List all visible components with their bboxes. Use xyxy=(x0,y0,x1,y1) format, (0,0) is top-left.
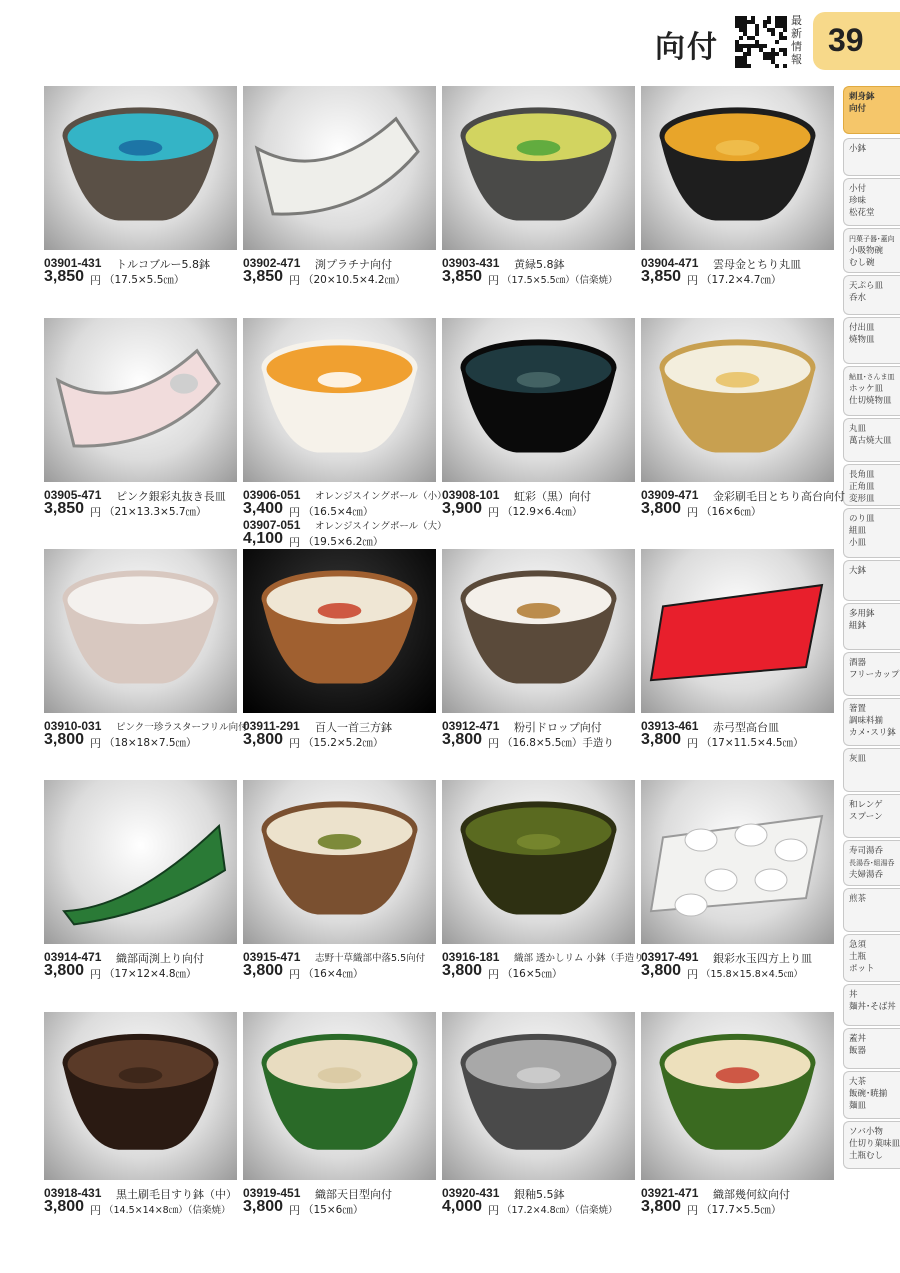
product-code: 03916-181 xyxy=(442,950,500,964)
side-index-label: 丼 xyxy=(849,990,858,1000)
product-photo xyxy=(641,549,834,713)
side-index-label: 組皿 xyxy=(849,526,867,536)
product-size: （17×12×4.8㎝） xyxy=(104,968,197,980)
side-index-label: 小皿 xyxy=(849,538,867,548)
side-index-tab[interactable] xyxy=(843,508,900,558)
product-photo xyxy=(442,86,635,250)
silver-glaze-bowl-icon[interactable] xyxy=(442,1012,635,1180)
side-index-tab[interactable] xyxy=(843,178,900,226)
product-name: 金彩刷毛目とちり高台向付 xyxy=(713,490,845,503)
product-photo xyxy=(641,1012,834,1180)
side-index-label: 向付 xyxy=(849,104,867,114)
side-index-label: 麺皿 xyxy=(849,1101,867,1111)
side-index-label: むし碗 xyxy=(849,258,875,268)
side-index-label: ホッケ皿 xyxy=(849,384,884,394)
latest-info-label xyxy=(791,14,807,66)
product-price: 3,800 xyxy=(641,1198,682,1215)
product-price: 3,800 xyxy=(44,1198,85,1215)
product-code: 03912-471 xyxy=(442,719,500,733)
product-size: （17.5×5.5㎝）（信楽焼） xyxy=(502,275,618,286)
side-index-label: 円菓子器･蓋向 xyxy=(849,235,895,243)
side-index-tab[interactable] xyxy=(843,603,900,650)
product-photo xyxy=(243,780,436,944)
side-index-label: 夫婦湯呑 xyxy=(849,870,884,880)
side-index-label: 小吸物碗 xyxy=(849,246,884,256)
product-code: 03906-051 xyxy=(243,488,301,502)
product-photo xyxy=(442,549,635,713)
product-size: （15.2×5.2㎝） xyxy=(303,737,384,749)
side-index-tab[interactable] xyxy=(843,418,900,462)
yen-unit: 円 xyxy=(289,737,300,750)
side-index-tab[interactable] xyxy=(843,86,900,134)
turquoise-bowl-icon[interactable] xyxy=(44,86,237,250)
product-name: 黒土刷毛目すり鉢（中） xyxy=(116,1188,237,1201)
product-price: 3,800 xyxy=(44,731,85,748)
product-photo xyxy=(641,318,834,482)
platinum-rim-dish-icon[interactable] xyxy=(243,86,436,250)
side-index-label: 長角皿 xyxy=(849,470,875,480)
side-index-label: 仕切焼物皿 xyxy=(849,396,892,406)
product-name: 百人一首三方鉢 xyxy=(315,721,392,734)
product-price: 3,800 xyxy=(641,962,682,979)
yen-unit: 円 xyxy=(289,274,300,287)
product-price: 3,800 xyxy=(243,1198,284,1215)
side-index-tab[interactable] xyxy=(843,984,900,1026)
product-code: 03914-471 xyxy=(44,950,102,964)
side-index-label: 小鉢 xyxy=(849,144,867,154)
product-code: 03907-051 xyxy=(243,518,301,532)
latest-info-char: 新 xyxy=(791,27,802,40)
oribe-geometric-bowl-icon[interactable] xyxy=(641,1012,834,1180)
side-index-label: 飯碗･暁揃 xyxy=(849,1089,888,1099)
side-index-label: 萬古焼大皿 xyxy=(849,436,892,446)
product-size: （12.9×6.4㎝） xyxy=(502,506,583,518)
product-code: 03903-431 xyxy=(442,256,500,270)
side-index-tab[interactable] xyxy=(843,1028,900,1069)
side-index-label: 呑水 xyxy=(849,293,867,303)
product-price: 3,800 xyxy=(243,962,284,979)
product-name: ピンク一珍ラスターフリル向付 xyxy=(116,722,248,733)
product-name: 織部両渕上り向付 xyxy=(116,952,204,965)
yen-unit: 円 xyxy=(488,1204,499,1217)
red-bow-footed-plate-icon[interactable] xyxy=(641,549,834,713)
product-price: 3,800 xyxy=(641,731,682,748)
yellow-green-bowl-icon[interactable] xyxy=(442,86,635,250)
product-price: 3,800 xyxy=(442,962,483,979)
oribe-raised-edge-plate-icon[interactable] xyxy=(44,780,237,944)
shino-tokusa-oribe-bowl-icon[interactable] xyxy=(243,780,436,944)
side-index-label: ポット xyxy=(849,964,875,974)
side-index-tab[interactable] xyxy=(843,366,900,416)
side-index-label: 珍味 xyxy=(849,196,867,206)
side-index-tab[interactable] xyxy=(843,560,900,601)
side-index-label: スプーン xyxy=(849,812,883,822)
yen-unit: 円 xyxy=(687,1204,698,1217)
product-price: 3,850 xyxy=(44,268,85,285)
side-index-tab[interactable] xyxy=(843,138,900,176)
product-code: 03901-431 xyxy=(44,256,102,270)
yen-unit: 円 xyxy=(90,1204,101,1217)
product-size: （16×6㎝） xyxy=(701,506,762,518)
mica-gold-plate-icon[interactable] xyxy=(641,86,834,250)
product-photo xyxy=(641,86,834,250)
product-size: （20×10.5×4.2㎝） xyxy=(303,274,406,286)
product-code: 03908-101 xyxy=(442,488,500,502)
product-price: 4,100 xyxy=(243,530,284,547)
product-name: 渕プラチナ向付 xyxy=(315,258,392,271)
product-code: 03913-461 xyxy=(641,719,699,733)
side-index-tab[interactable] xyxy=(843,888,900,932)
product-photo xyxy=(44,86,237,250)
latest-info-char: 報 xyxy=(791,53,802,66)
side-index-tab[interactable] xyxy=(843,794,900,838)
frilled-luster-bowl-icon[interactable] xyxy=(44,549,237,713)
page-number: 39 xyxy=(828,22,864,58)
product-photo xyxy=(243,1012,436,1180)
side-index-label: 正角皿 xyxy=(849,482,875,492)
product-price: 3,400 xyxy=(243,500,284,517)
side-index-tab[interactable] xyxy=(843,698,900,746)
side-index-label: 変形皿 xyxy=(849,494,875,504)
product-size: （17.7×5.5㎝） xyxy=(701,1204,782,1216)
product-price: 3,850 xyxy=(44,500,85,517)
yen-unit: 円 xyxy=(488,737,499,750)
product-size: （18×18×7.5㎝） xyxy=(104,737,197,749)
pink-silver-long-plate-icon[interactable] xyxy=(44,318,237,482)
yen-unit: 円 xyxy=(289,506,300,519)
product-name: 黄緑5.8鉢 xyxy=(514,258,565,271)
yen-unit: 円 xyxy=(687,968,698,981)
product-photo xyxy=(44,549,237,713)
product-price: 4,000 xyxy=(442,1198,483,1215)
hyakunin-isshu-bowl-icon[interactable] xyxy=(243,549,436,713)
product-name: 織部幾何紋向付 xyxy=(713,1188,790,1201)
yen-unit: 円 xyxy=(90,737,101,750)
product-size: （17.2×4.8㎝）（信楽焼） xyxy=(502,1205,618,1216)
side-index-label: 和レンゲ xyxy=(849,800,883,810)
side-index-label: 刺身鉢 xyxy=(849,92,875,102)
side-index-tab[interactable] xyxy=(843,934,900,982)
product-code: 03905-471 xyxy=(44,488,102,502)
product-size: （21×13.3×5.7㎝） xyxy=(104,506,207,518)
product-code: 03917-491 xyxy=(641,950,699,964)
yen-unit: 円 xyxy=(90,274,101,287)
product-price: 3,800 xyxy=(243,731,284,748)
yen-unit: 円 xyxy=(687,737,698,750)
oribe-tenmoku-bowl-icon[interactable] xyxy=(243,1012,436,1180)
side-index-label: 天ぷら皿 xyxy=(849,281,884,291)
side-index-label: 付出皿 xyxy=(849,323,875,333)
side-index-label: フリーカップ xyxy=(849,670,900,680)
product-size: （19.5×6.2㎝） xyxy=(303,536,384,548)
side-index-label: 組鉢 xyxy=(849,621,867,631)
product-photo xyxy=(442,318,635,482)
side-index-label: 土瓶 xyxy=(849,952,867,962)
product-code: 03921-471 xyxy=(641,1186,699,1200)
yen-unit: 円 xyxy=(289,1204,300,1217)
yen-unit: 円 xyxy=(90,968,101,981)
iridescent-black-bowl-icon[interactable] xyxy=(442,318,635,482)
product-name: 粉引ドロップ向付 xyxy=(514,721,602,734)
side-index-label: のり皿 xyxy=(849,514,875,524)
product-price: 3,800 xyxy=(442,731,483,748)
product-code: 03911-291 xyxy=(243,719,300,733)
plate-body xyxy=(651,816,822,916)
product-price: 3,900 xyxy=(442,500,483,517)
product-code: 03909-471 xyxy=(641,488,699,502)
side-index-label: 急須 xyxy=(849,940,867,950)
side-index-label: 寿司湯呑 xyxy=(849,846,884,856)
product-size: （16×4㎝） xyxy=(303,968,364,980)
black-clay-mortar-bowl-icon[interactable] xyxy=(44,1012,237,1180)
side-index-label: 土瓶むし xyxy=(849,1151,884,1161)
yen-unit: 円 xyxy=(90,506,101,519)
yen-unit: 円 xyxy=(289,536,300,549)
yen-unit: 円 xyxy=(488,968,499,981)
side-index-label: 調味料揃 xyxy=(849,716,884,726)
product-name: 虹彩（黒）向付 xyxy=(514,490,591,503)
orange-swing-bowl-icon[interactable] xyxy=(243,318,436,482)
product-photo xyxy=(243,318,436,482)
gold-brushed-footed-bowl-icon[interactable] xyxy=(641,318,834,482)
side-index-tab[interactable] xyxy=(843,748,900,792)
side-index-label: 大茶 xyxy=(849,1077,867,1087)
product-photo xyxy=(442,780,635,944)
product-code: 03902-471 xyxy=(243,256,301,270)
product-price: 3,850 xyxy=(442,268,483,285)
product-size: （17×11.5×4.5㎝） xyxy=(701,737,804,749)
product-name: 雲母金とちり丸皿 xyxy=(713,258,801,271)
yen-unit: 円 xyxy=(687,274,698,287)
product-price: 3,850 xyxy=(641,268,682,285)
product-size: （16×5㎝） xyxy=(502,968,563,980)
side-index-label: 鮎皿･さんま皿 xyxy=(849,373,895,381)
product-price: 3,850 xyxy=(243,268,284,285)
product-photo xyxy=(641,780,834,944)
product-name: 赤弓型高台皿 xyxy=(713,721,779,734)
side-index-label: 飯器 xyxy=(849,1046,867,1056)
product-name: 志野十草織部中落5.5向付 xyxy=(315,953,426,964)
product-code: 03915-471 xyxy=(243,950,301,964)
product-photo xyxy=(44,780,237,944)
side-index-label: ソバ小物 xyxy=(849,1127,883,1137)
product-name: ピンク銀彩丸抜き長皿 xyxy=(116,490,226,503)
product-size: （14.5×14×8㎝）（信楽焼） xyxy=(104,1205,231,1216)
product-size: （16.5×4㎝） xyxy=(303,506,374,518)
product-name: 銀釉5.5鉢 xyxy=(514,1188,565,1201)
product-photo xyxy=(243,549,436,713)
product-photo xyxy=(442,1012,635,1180)
latest-info-char: 最 xyxy=(791,14,802,27)
side-index-label: 長湯呑･組湯呑 xyxy=(849,859,895,867)
product-code: 03920-431 xyxy=(442,1186,500,1200)
side-index-label: 蓋丼 xyxy=(849,1034,867,1044)
side-index-label: 大鉢 xyxy=(849,566,867,576)
product-photo xyxy=(243,86,436,250)
side-index-label: 多用鉢 xyxy=(849,609,875,619)
product-code: 03910-031 xyxy=(44,719,102,733)
yen-unit: 円 xyxy=(488,274,499,287)
product-name: オレンジスイングボール（大） xyxy=(315,521,447,532)
product-price: 3,800 xyxy=(44,962,85,979)
product-size: （15.8×15.8×4.5㎝） xyxy=(701,969,803,980)
product-name: 織部 透かしリム 小鉢（手造り） xyxy=(514,953,654,964)
product-size: （17.5×5.5㎝） xyxy=(104,274,185,286)
side-index-label: カメ･スリ鉢 xyxy=(849,728,896,738)
product-price: 3,800 xyxy=(641,500,682,517)
side-index-label: 焼物皿 xyxy=(849,335,875,345)
page-title: 向付 xyxy=(655,30,719,65)
side-index-label: 丸皿 xyxy=(849,424,867,434)
side-index-label: 松花堂 xyxy=(849,208,875,218)
side-index-tab[interactable] xyxy=(843,275,900,315)
yen-unit: 円 xyxy=(488,506,499,519)
product-photo xyxy=(44,1012,237,1180)
silver-polka-square-plate-icon[interactable] xyxy=(641,780,834,944)
side-index-tab[interactable] xyxy=(843,464,900,506)
side-index-tab[interactable] xyxy=(843,228,900,273)
product-name: 銀彩水玉四方上り皿 xyxy=(713,952,812,965)
side-index-tab[interactable] xyxy=(843,1121,900,1169)
product-size: （15×6㎝） xyxy=(303,1204,364,1216)
side-index-tab[interactable] xyxy=(843,317,900,364)
kohiki-drop-bowl-icon[interactable] xyxy=(442,549,635,713)
qr-code-icon[interactable] xyxy=(735,16,787,68)
side-index-tab[interactable] xyxy=(843,1071,900,1119)
latest-info-char: 情 xyxy=(791,40,802,53)
side-index-label: 煎茶 xyxy=(849,894,867,904)
side-index-label: 酒器 xyxy=(849,658,867,668)
product-name: オレンジスイングボール（小） xyxy=(315,491,447,502)
product-name: 織部天目型向付 xyxy=(315,1188,392,1201)
side-index-label: 小付 xyxy=(849,184,867,194)
product-size: （16.8×5.5㎝）手造り xyxy=(502,737,614,749)
yen-unit: 円 xyxy=(687,506,698,519)
side-index-label: 麺丼･そば丼 xyxy=(849,1002,896,1012)
side-index-label: 箸置 xyxy=(849,704,867,714)
side-index-tab[interactable] xyxy=(843,652,900,696)
side-index-tab[interactable] xyxy=(843,840,900,886)
product-code: 03918-431 xyxy=(44,1186,102,1200)
oribe-openwork-rim-bowl-icon[interactable] xyxy=(442,780,635,944)
product-code: 03919-451 xyxy=(243,1186,301,1200)
yen-unit: 円 xyxy=(289,968,300,981)
product-name: トルコブルー5.8鉢 xyxy=(116,258,211,271)
product-photo xyxy=(44,318,237,482)
product-size: （17.2×4.7㎝） xyxy=(701,274,782,286)
side-index-label: 灰皿 xyxy=(849,754,867,764)
side-index-label: 仕切り菓味皿 xyxy=(849,1139,900,1149)
product-code: 03904-471 xyxy=(641,256,699,270)
